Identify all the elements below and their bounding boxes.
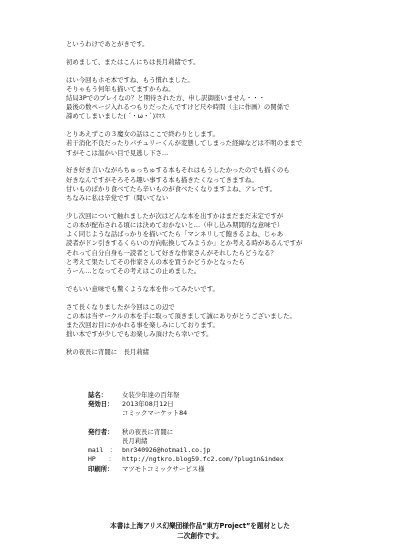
afterword-line: 結局3Pでのプレイなの？と期待された方、申し訳御座いません・・・ bbox=[66, 94, 266, 102]
colophon-issue-value: 2013年08月12日 bbox=[122, 400, 174, 409]
afterword-line: よく同じような話ばっかりを描いてたら「マンネリして飽きるよね、じゃあ bbox=[66, 230, 284, 239]
afterword-line: さて長くなりましたが今回はこの辺で bbox=[66, 302, 175, 311]
afterword-line: また次回お目にかかれる事を楽しみにしております。 bbox=[66, 321, 219, 330]
afterword-paragraph bbox=[66, 212, 366, 276]
afterword-line: そりゃもう何年も描いてますからね。 bbox=[66, 84, 175, 93]
afterword-line: 甘いものばかり食べてたら辛いものが食べたくなりますよね、アレです。 bbox=[66, 184, 277, 193]
afterword-line: とりあえずこの３魔女の話はここで終わりとします。 bbox=[66, 130, 219, 139]
afterword-paragraph bbox=[66, 348, 366, 357]
afterword-paragraph bbox=[66, 58, 366, 67]
afterword-line: 諦めてしまいました( ´・ω・`)ｽﾏｽ bbox=[66, 112, 165, 121]
colophon-publisher-row bbox=[88, 428, 348, 437]
afterword-line: 好きなんですがそろそろ趣い事する本も描きたくなってきますね。 bbox=[66, 175, 258, 184]
colophon-printer-row bbox=[88, 465, 348, 474]
footer-line: 本書は上海アリス幻樂団様作品”東方Project”を題材とした bbox=[110, 522, 290, 530]
afterword-line: うーん…となってその考えはこの止めました。 bbox=[66, 267, 201, 276]
colophon-issue-key: 発効日： bbox=[88, 400, 114, 409]
colophon-title-value: 女装少年達の百年祭 bbox=[122, 391, 180, 399]
afterword-line: 拙い本ですが少しでもお楽しみ頂けたら幸いです。 bbox=[66, 330, 213, 339]
colophon-issue-row bbox=[88, 400, 348, 409]
afterword-paragraph bbox=[66, 285, 366, 294]
afterword-paragraph bbox=[66, 130, 366, 158]
afterword-line: 若干消化不良だったりパチュリーくんが変態してしまった経緯などは不明のままで bbox=[66, 139, 303, 148]
colophon-gap bbox=[88, 419, 348, 428]
colophon bbox=[88, 391, 348, 474]
colophon-mail-value: bnr340926@hotmail.co.jp bbox=[122, 446, 211, 455]
afterword-paragraph bbox=[66, 166, 366, 203]
afterword-line: というわけであとがきです。 bbox=[66, 40, 149, 48]
afterword-paragraph bbox=[66, 76, 366, 122]
colophon-publisher-value: 秋の夜長に宵闇に bbox=[122, 427, 174, 436]
colophon-printer-key: 印刷所： bbox=[88, 464, 114, 473]
afterword-text bbox=[66, 40, 366, 366]
colophon-hp-value: http://ngtkro.blog59.fc2.com/?plugin&index bbox=[122, 455, 284, 464]
afterword-line: 好き好き言いながらちゅっちゅする本もそれはもうしたかったのでも描くのも bbox=[66, 166, 290, 175]
afterword-paragraph bbox=[66, 40, 366, 49]
afterword-line: この本は当サークルの本を手に取って頂きまして誠にありがとうございました。 bbox=[66, 311, 296, 320]
footer-line: 二次創作です。 bbox=[177, 532, 223, 540]
colophon-event-value: コミックマーケット84 bbox=[122, 409, 188, 418]
afterword-line: 読者がドン引きするくらいの方向転換してみようか」とか考える時があるんですが bbox=[66, 239, 303, 248]
colophon-hp-row bbox=[88, 455, 348, 464]
colophon-mail-key: mail ： bbox=[88, 446, 117, 455]
afterword-line: 秋の夜長に宵闇に 長月莉緒 bbox=[66, 348, 150, 357]
colophon-publisher-key: 発行者： bbox=[88, 427, 114, 436]
afterword-line: 少し次回について触れましたが次はどんな本を出すかはまだまだ未定ですが bbox=[66, 211, 284, 220]
afterword-paragraph bbox=[66, 303, 366, 340]
colophon-author-row bbox=[88, 437, 348, 446]
footer-notice bbox=[0, 521, 400, 541]
afterword-line: 最後の数ページ入れるつもりだったんですけど尺や時間（主に作画）の関係で bbox=[66, 103, 290, 112]
afterword-line: 初めまして、またはこんにちは長月莉緒です。 bbox=[66, 57, 200, 66]
colophon-printer-value: マツモトコミックサービス様 bbox=[122, 464, 205, 473]
colophon-hp-key: HP ： bbox=[88, 455, 115, 464]
colophon-title-key: 誌名： bbox=[88, 391, 108, 399]
afterword-line: はい今回もホモ本ですね、もう慣れました。 bbox=[66, 75, 194, 84]
afterword-line: と考えて果たしてその作家さんの本を買うかどうかとなったら bbox=[66, 257, 245, 266]
afterword-line: それって自分自身も一読者として好きな作家さんがそれしたらどうなる？ bbox=[66, 248, 277, 257]
afterword-line: この本が配布される頃には決めておかないと…（申し込み期間的な意味で） bbox=[66, 221, 284, 230]
colophon-mail-row bbox=[88, 446, 348, 455]
afterword-line: すがそこは温かい目で見逃し下さ… bbox=[66, 148, 169, 157]
afterword-line: ちなみに私は辛党です（聞いてない bbox=[66, 194, 169, 203]
afterword-line: でもいい意味でも驚くような本を作ってみたいです。 bbox=[66, 284, 219, 293]
colophon-event-key bbox=[88, 409, 122, 418]
colophon-title-row bbox=[88, 391, 348, 400]
colophon-author-value: 長月莉緒 bbox=[122, 437, 148, 445]
colophon-event-row bbox=[88, 409, 348, 418]
colophon-author-key bbox=[88, 437, 122, 446]
